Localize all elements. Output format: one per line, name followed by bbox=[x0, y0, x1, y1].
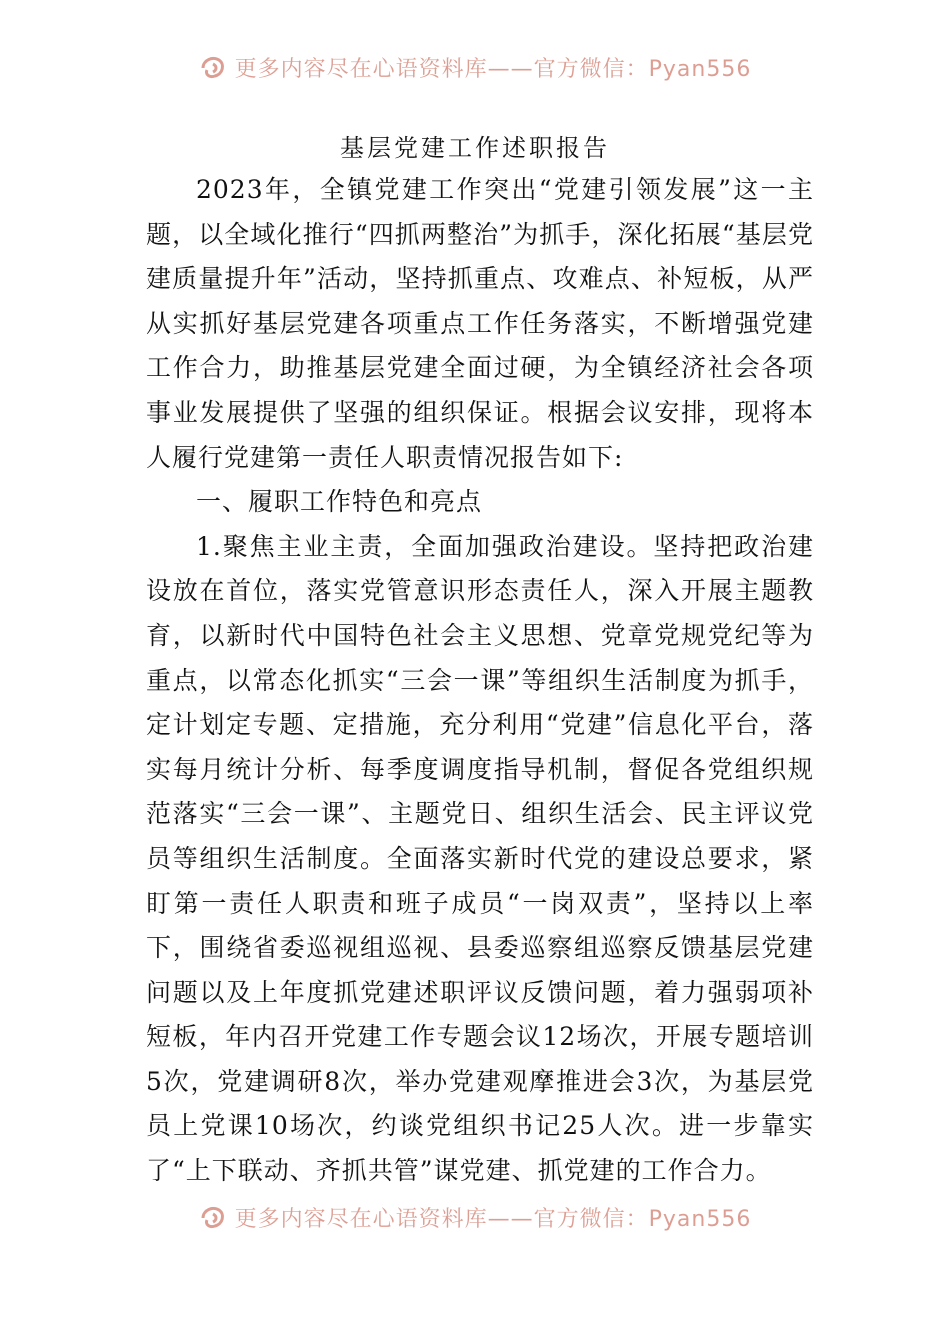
watermark-logo-icon bbox=[199, 1206, 229, 1230]
intro-paragraph: 2023年，全镇党建工作突出“党建引领发展”这一主题，以全域化推行“四抓两整治”为抓手，深化拓展“基层党建质量提升年”活动，坚持抓重点、攻难点、补短板，从严从实抓好基层党建各项重点工作任务落实，不断增强党建工作合力，助推基层党建全面过硬，为全镇经济社会各项事业发展提供了坚强的组织保证。根据会议安排，现将本人履行党建第一责任人职责情况报告如下: bbox=[146, 175, 814, 472]
watermark-text: 更多内容尽在心语资料库——官方微信：Pyan556 bbox=[234, 56, 752, 82]
section-heading: 一、履职工作特色和亮点 bbox=[196, 487, 483, 517]
document-body bbox=[146, 168, 814, 1194]
body-paragraph: 1.聚焦主业主责，全面加强政治建设。坚持把政治建设放在首位，落实党管意识形态责任人，深入开展主题教育，以新时代中国特色社会主义思想、党章党规党纪等为重点，以常态化抓实“三会一课”等组织生活制度为抓手，定计划定专题、定措施，充分利用“党建”信息化平台，落实每月统计分析、每季度调度指导机制，督促各党组织规范落实“三会一课”、主题党日、组织生活会、民主评议党员等组织生活制度。全面落实新时代党的建设总要求，紧盯第一责任人职责和班子成员“一岗双责”，坚持以上率下，围绕省委巡视组巡视、县委巡察组巡察反馈基层党建问题以及上年度抓党建述职评议反馈问题，着力强弱项补短板，年内召开党建工作专题会议12场次，开展专题培训5次，党建调研8次，举办党建观摩推进会3次，为基层党员上党课10场次，约谈党组织书记25人次。进一步靠实了“上下联动、齐抓共管”谋党建、抓党建的工作合力。 bbox=[146, 531, 814, 1186]
footer-watermark bbox=[0, 1206, 950, 1240]
watermark-text: 更多内容尽在心语资料库——官方微信：Pyan556 bbox=[234, 1206, 752, 1232]
header-watermark bbox=[0, 56, 950, 90]
document-title: 基层党建工作述职报告 bbox=[340, 134, 610, 162]
watermark-logo-icon bbox=[199, 56, 229, 80]
